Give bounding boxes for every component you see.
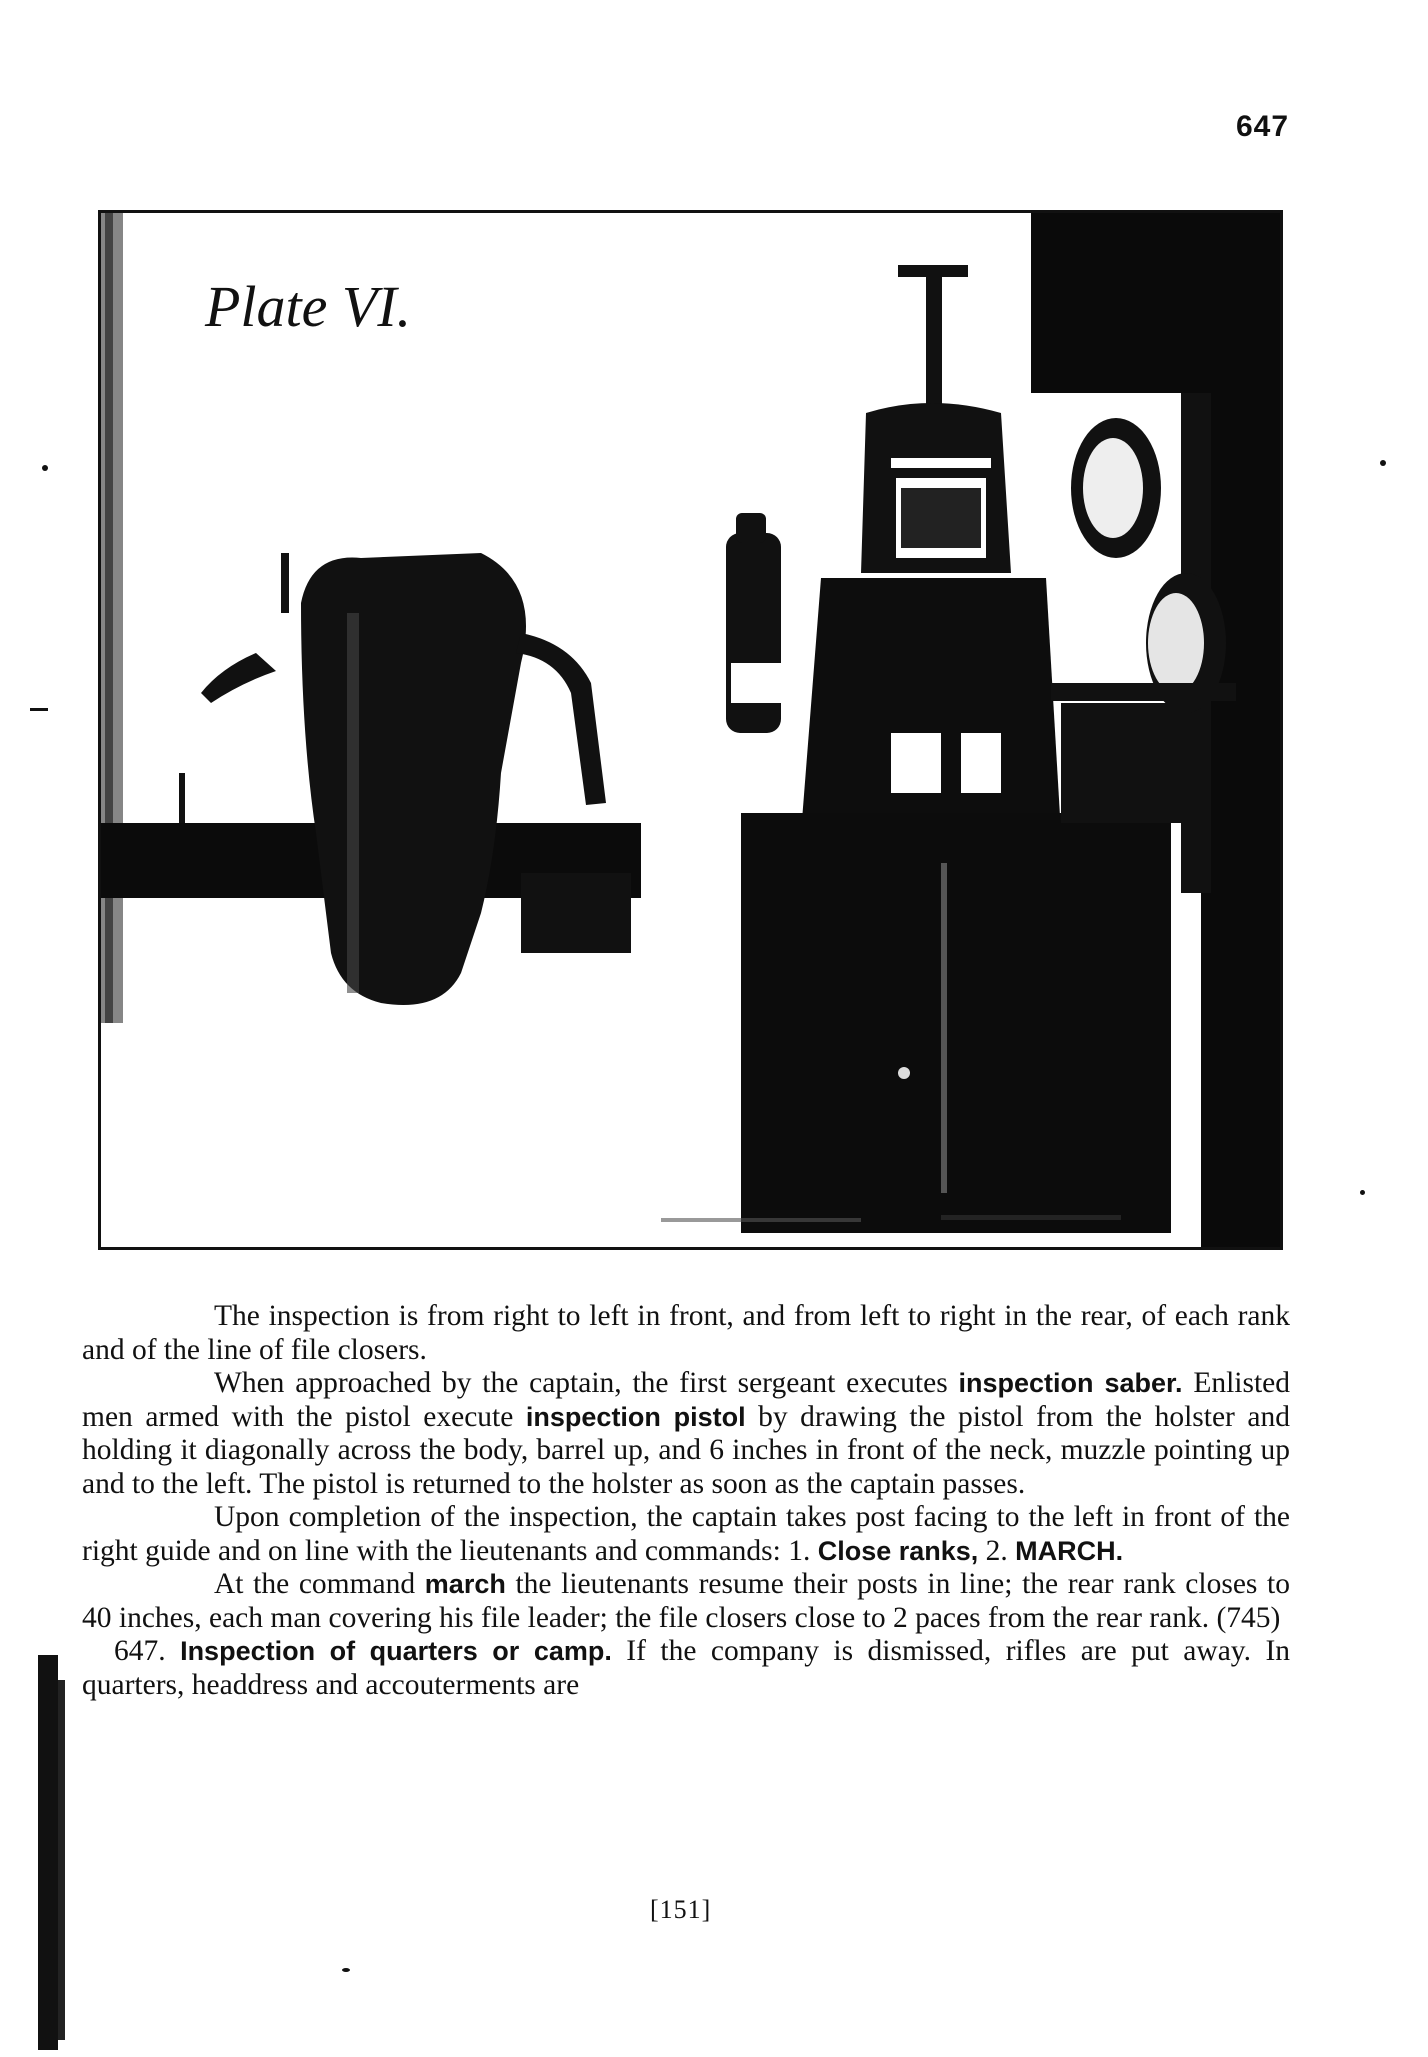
plate-photograph	[98, 210, 1283, 1250]
paragraph-inspection-pistol: When approached by the captain, the first sergeant executes inspection saber. Enlisted men armed with the pistol execute inspection pistol by drawing the pistol from the holster and holding it diagonally across the body, barrel up, and 6 inches in front of the neck, muzzle pointing up and to the left. The pistol is returned to the holster as soon as the captain passes.	[82, 1367, 1291, 1500]
scan-speck	[342, 1968, 350, 1972]
paragraph-march: At the command march the lieutenants resume their posts in line; the rear rank closes to 40 inches, each man covering his file leader; the file closers close to 2 paces from the rear rank. (745)	[82, 1568, 1290, 1634]
paragraph-inspection-order: The inspection is from right to left in front, and from left to right in the rear, of each rank and of the line of file closers.	[82, 1300, 1290, 1366]
page-number-bottom: [151]	[650, 1895, 712, 1924]
scan-speck	[1360, 1190, 1365, 1195]
body-text	[82, 1300, 1290, 1702]
paragraph-section-647: 647. Inspection of quarters or camp. If the company is dismissed, rifles are put away. In quarters, headdress and accouterments are	[82, 1635, 1291, 1701]
margin-scan-bar-inner	[58, 1680, 65, 2040]
plate-label: Plate VI.	[205, 274, 412, 339]
photo-equipment-image	[101, 213, 1283, 1250]
scan-speck	[30, 708, 48, 711]
margin-scan-bar	[38, 1655, 58, 2050]
page-number-top: 647	[1236, 110, 1290, 143]
scan-speck	[1380, 460, 1386, 466]
scan-speck	[42, 465, 48, 471]
paragraph-close-ranks: Upon completion of the inspection, the captain takes post facing to the left in front of the right guide and on line with the lieutenants and commands: 1. Close ranks, 2. MARCH.	[82, 1501, 1290, 1567]
